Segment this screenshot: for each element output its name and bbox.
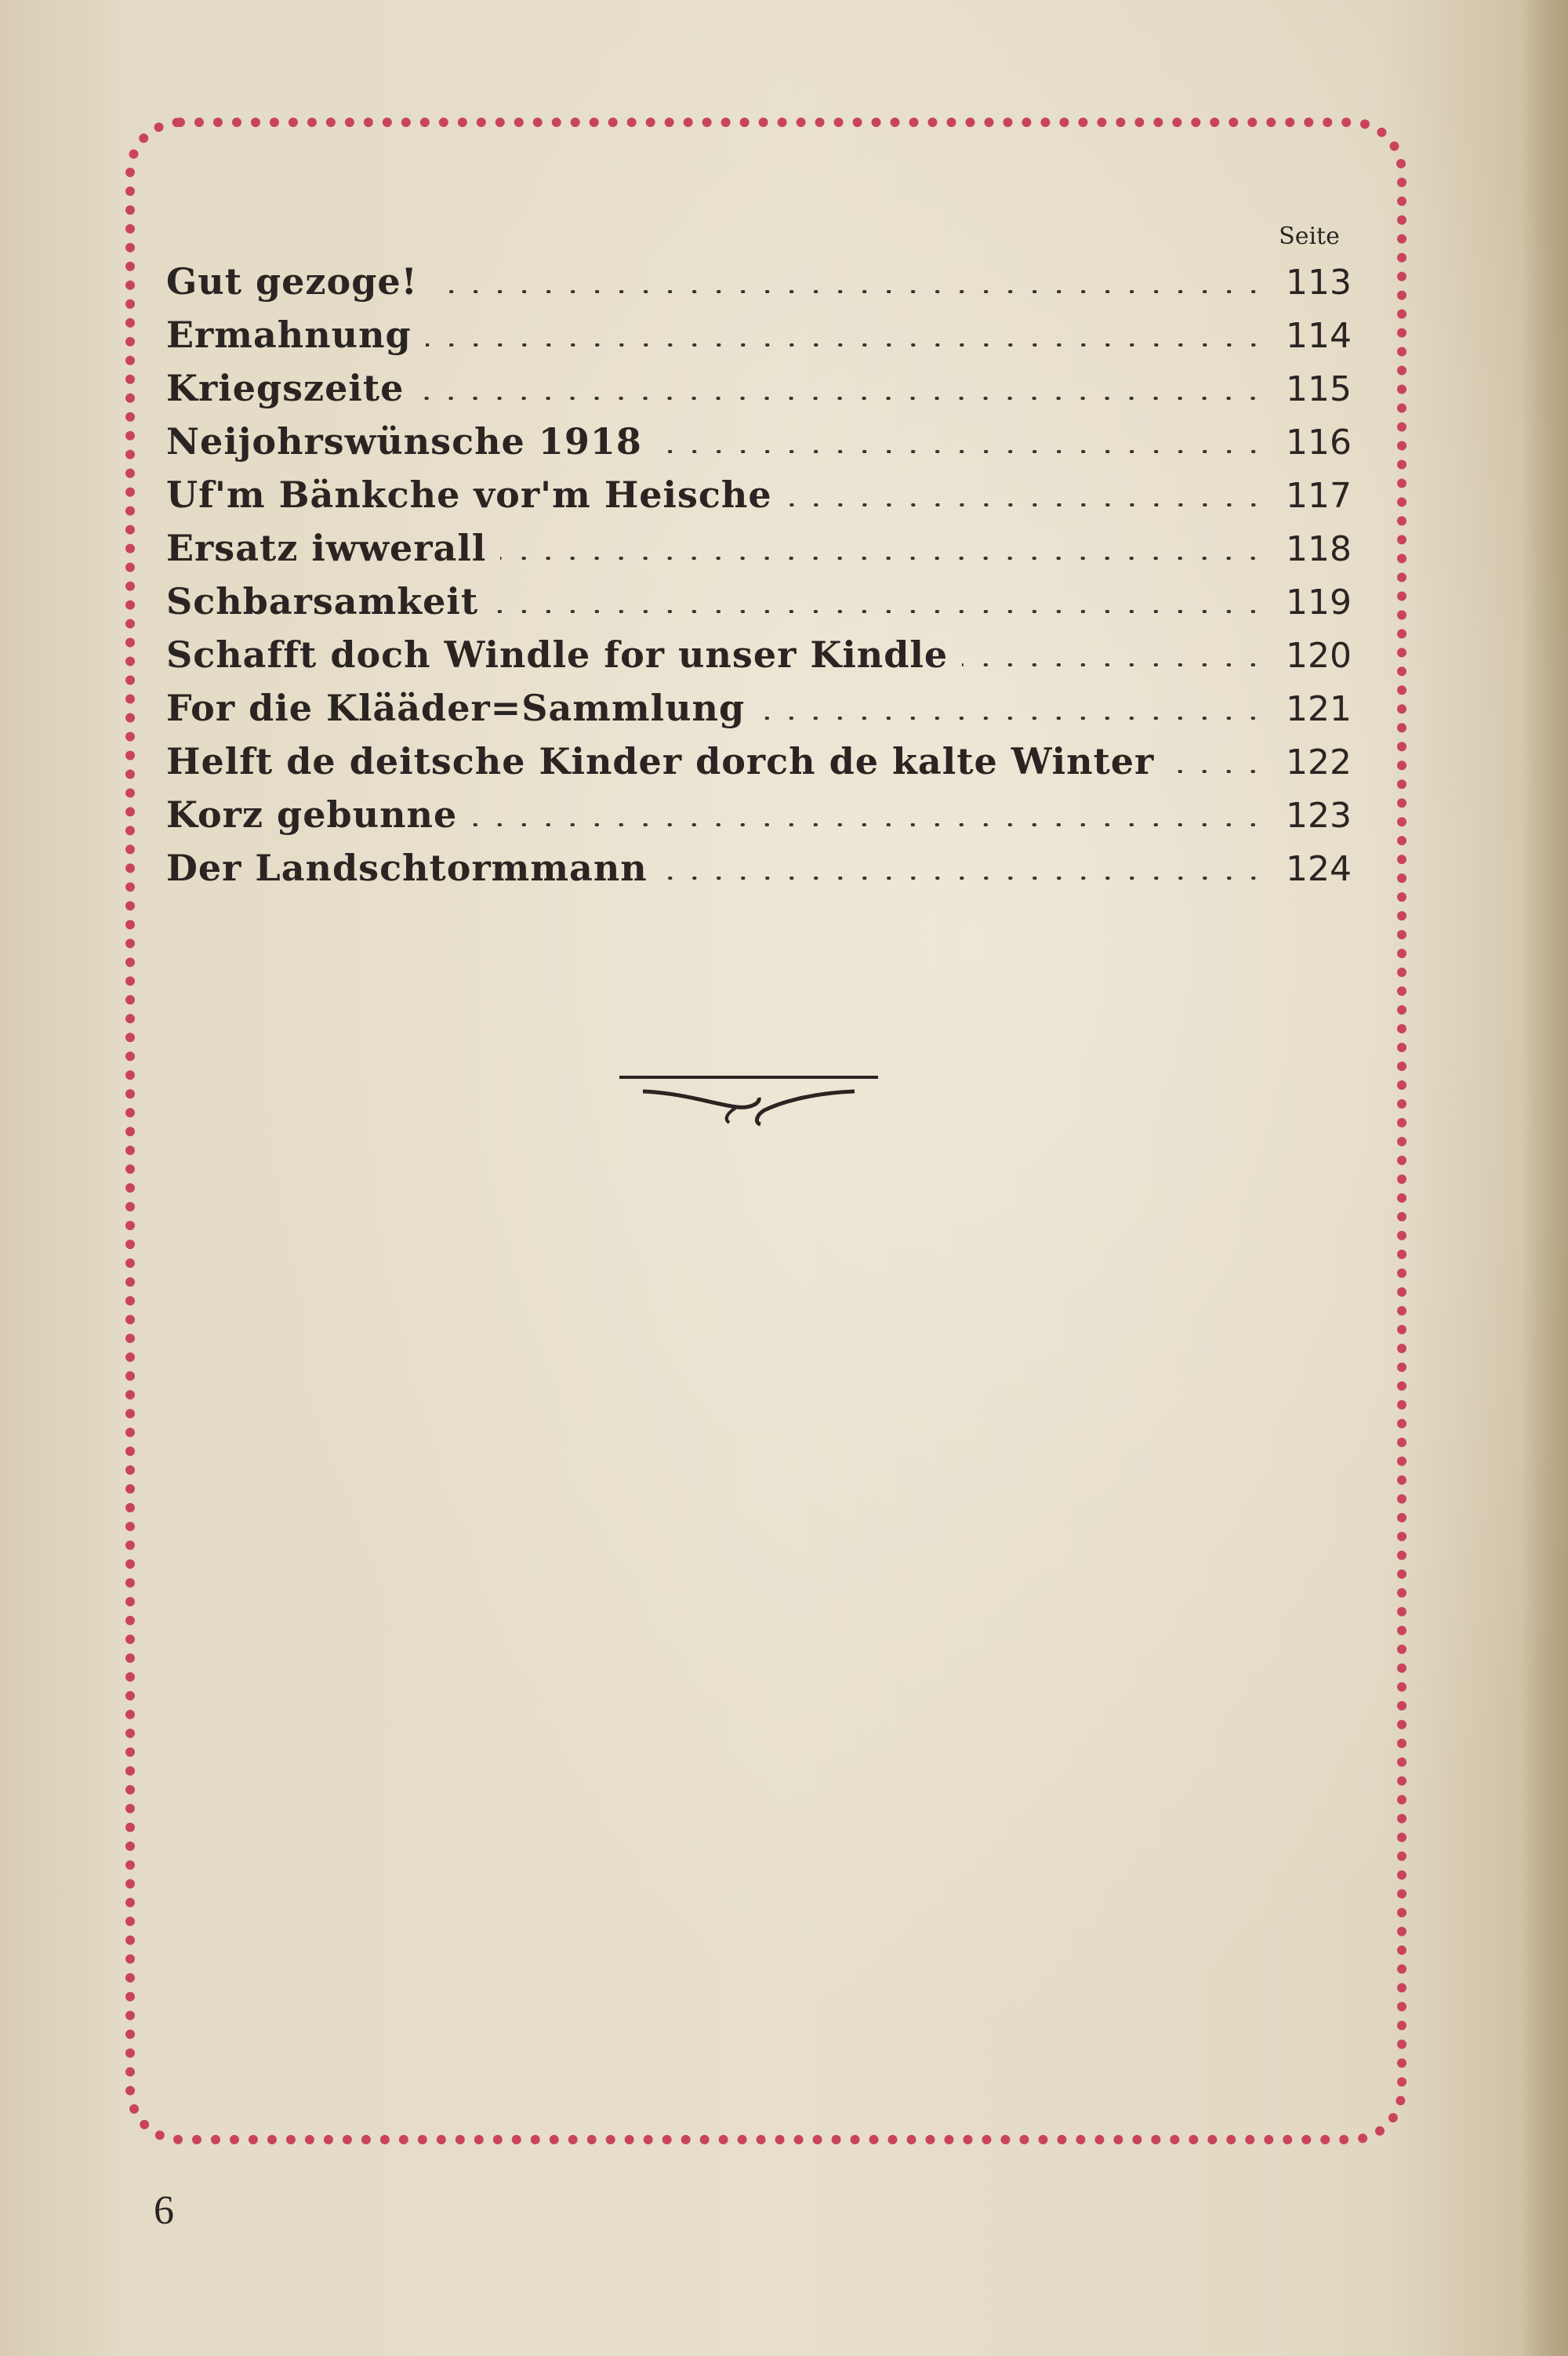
entry-title: Korz gebunne <box>166 793 458 836</box>
leader-dots <box>432 290 1265 293</box>
toc-entry <box>166 782 1358 836</box>
entry-page: 113 <box>1286 263 1352 303</box>
entry-title: Ermahnung <box>166 314 412 356</box>
leader-dots <box>656 450 1265 453</box>
entry-page: 114 <box>1286 316 1352 356</box>
toc-entry <box>166 729 1358 782</box>
leader-dots <box>759 717 1265 720</box>
toc-entry <box>166 356 1358 409</box>
leader-dots <box>1168 770 1265 773</box>
entry-page: 124 <box>1286 849 1352 889</box>
table-of-contents <box>0 0 1568 941</box>
toc-entry <box>166 409 1358 463</box>
entry-title: Kriegszeite <box>166 367 405 409</box>
entry-page: 118 <box>1286 529 1352 569</box>
entry-title: Neijohrswünsche 1918 <box>166 420 642 463</box>
leader-dots <box>500 557 1265 560</box>
toc-entry <box>166 836 1358 889</box>
toc-entry <box>166 676 1358 729</box>
entry-page: 122 <box>1286 742 1352 782</box>
entry-page: 123 <box>1286 796 1352 836</box>
entry-page: 120 <box>1286 636 1352 676</box>
toc-entry <box>166 463 1358 516</box>
entry-title: Der Landschtormmann <box>166 847 648 889</box>
toc-entry <box>166 249 1358 303</box>
leader-dots <box>492 610 1265 613</box>
entry-page: 116 <box>1286 423 1352 463</box>
entry-title: Helft de deitsche Kinder dorch de kalte Winter <box>166 740 1155 782</box>
leader-dots <box>662 877 1265 880</box>
leader-dots <box>786 503 1265 506</box>
entry-title: For die Klääder=Sammlung <box>166 687 746 729</box>
entry-page: 115 <box>1286 369 1352 409</box>
entry-title: Schbarsamkeit <box>166 580 479 623</box>
entry-page: 117 <box>1286 476 1352 516</box>
entry-title: Gut gezoge! <box>166 260 418 303</box>
entry-page: 119 <box>1286 583 1352 623</box>
column-header-seite: Seite <box>1279 223 1340 250</box>
leader-dots <box>418 397 1265 400</box>
toc-entry <box>166 516 1358 569</box>
entry-title: Ersatz iwwerall <box>166 527 487 569</box>
entry-page: 121 <box>1286 689 1352 729</box>
entry-title: Schafft doch Windle for unser Kindle <box>166 633 949 676</box>
toc-entry <box>166 623 1358 676</box>
page-number: 6 <box>154 2188 174 2233</box>
leader-dots <box>426 343 1265 347</box>
entry-title: Uf'm Bänkche vor'm Heische <box>166 474 772 516</box>
ornamental-divider-icon <box>619 1073 878 1127</box>
leader-dots <box>471 823 1265 826</box>
toc-entry <box>166 569 1358 623</box>
leader-dots <box>962 663 1265 666</box>
toc-entry <box>166 303 1358 356</box>
